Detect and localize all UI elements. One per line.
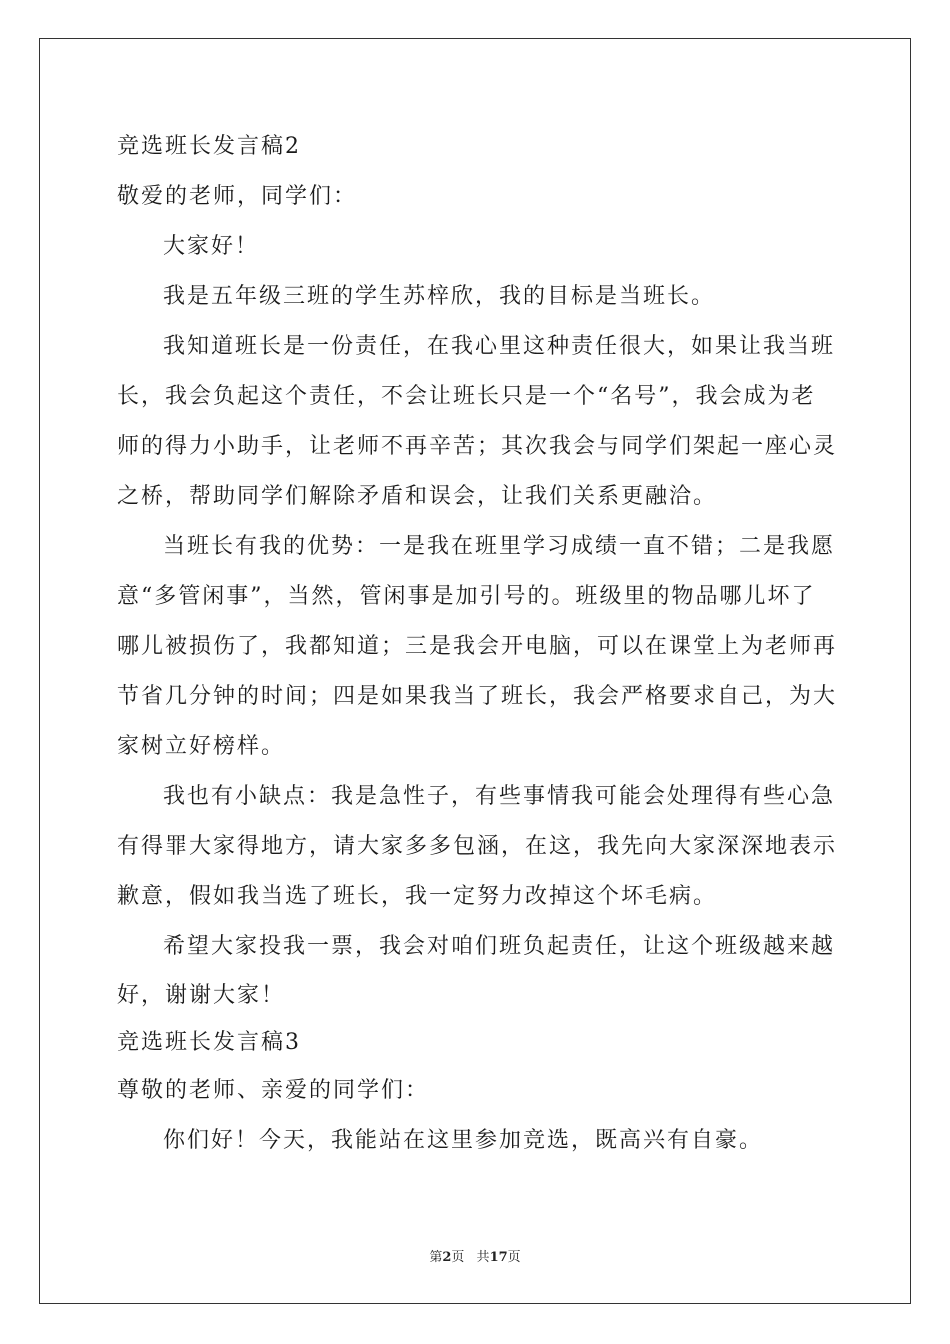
paragraph-line: 师的得力小助手，让老师不再辛苦；其次我会与同学们架起一座心灵 (117, 434, 838, 459)
total-suffix: 页 (507, 1250, 521, 1265)
paragraph-line: 家树立好榜样。 (117, 734, 286, 759)
paragraph-line: 长，我会负起这个责任，不会让班长只是一个“名号”，我会成为老 (117, 384, 816, 409)
paragraph-line: 大家好！ (163, 234, 260, 259)
page-suffix: 页 (451, 1250, 465, 1265)
paragraph-line: 我是五年级三班的学生苏梓欣，我的目标是当班长。 (163, 284, 716, 309)
page-prefix: 第 (429, 1250, 443, 1265)
salutation: 尊敬的老师、亲爱的同学们： (117, 1078, 430, 1103)
section-title: 竞选班长发言稿3 (117, 1030, 301, 1055)
page-footer (0, 1246, 950, 1265)
paragraph-line: 哪儿被损伤了，我都知道；三是我会开电脑，可以在课堂上为老师再 (117, 634, 838, 659)
salutation: 敬爱的老师，同学们： (117, 184, 358, 209)
section-title: 竞选班长发言稿2 (117, 134, 301, 159)
paragraph-line: 当班长有我的优势：一是我在班里学习成绩一直不错；二是我愿 (163, 534, 836, 559)
page-indicator (429, 1250, 464, 1265)
paragraph-line: 我知道班长是一份责任，在我心里这种责任很大，如果让我当班 (163, 334, 836, 359)
paragraph-line: 好，谢谢大家！ (117, 983, 286, 1008)
total-prefix: 共 (476, 1250, 490, 1265)
total-indicator (477, 1250, 521, 1265)
paragraph-line: 希望大家投我一票，我会对咱们班负起责任，让这个班级越来越 (163, 934, 836, 959)
paragraph-line: 节省几分钟的时间；四是如果我当了班长，我会严格要求自己，为大 (117, 684, 838, 709)
paragraph-line: 之桥，帮助同学们解除矛盾和误会，让我们关系更融洽。 (117, 484, 718, 509)
paragraph-line: 有得罪大家得地方，请大家多多包涵，在这，我先向大家深深地表示 (117, 834, 838, 859)
document-body (117, 122, 838, 1166)
paragraph-line: 意“多管闲事”，当然，管闲事是加引号的。班级里的物品哪儿坏了 (117, 584, 816, 609)
paragraph-line: 我也有小缺点：我是急性子，有些事情我可能会处理得有些心急 (163, 784, 836, 809)
paragraph-line: 你们好！今天，我能站在这里参加竞选，既高兴有自豪。 (163, 1128, 764, 1153)
paragraph-line: 歉意，假如我当选了班长，我一定努力改掉这个坏毛病。 (117, 884, 718, 909)
page-number: 2 (442, 1250, 452, 1265)
total-pages: 17 (489, 1250, 508, 1265)
